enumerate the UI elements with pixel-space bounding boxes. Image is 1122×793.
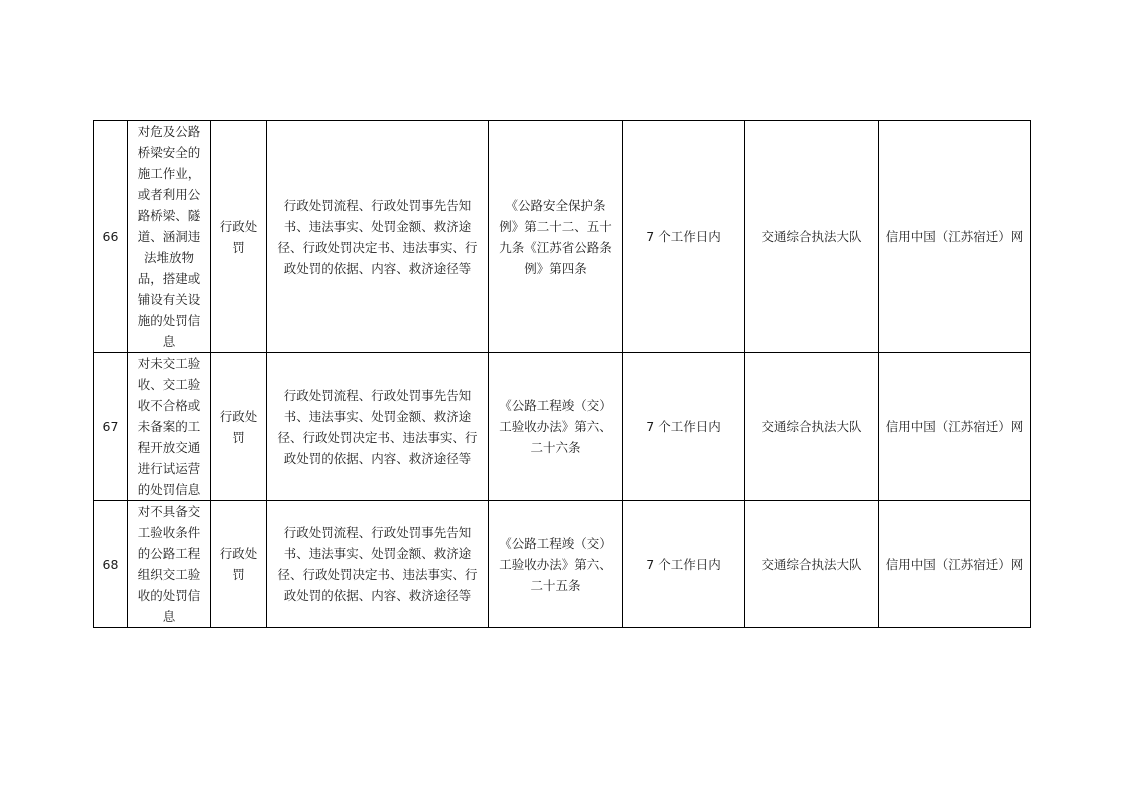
disclosure-subject: 交通综合执法大队 <box>745 501 879 628</box>
disclosure-table <box>93 120 1031 628</box>
item-name: 对未交工验收、交工验收不合格或未备案的工程开放交通进行试运营的处罚信息 <box>128 353 211 501</box>
disclosure-channel: 信用中国（江苏宿迁）网 <box>879 121 1031 353</box>
disclosure-channel: 信用中国（江苏宿迁）网 <box>879 353 1031 501</box>
disclosure-subject: 交通综合执法大队 <box>745 353 879 501</box>
disclosure-content: 行政处罚流程、行政处罚事先告知书、违法事实、处罚金额、救济途径、行政处罚决定书、违法事实、行政处罚的依据、内容、救济途径等 <box>267 353 489 501</box>
disclosure-timeframe: 7 个工作日内 <box>623 121 745 353</box>
disclosure-subject: 交通综合执法大队 <box>745 121 879 353</box>
row-number: 66 <box>94 121 128 353</box>
item-name: 对危及公路桥梁安全的施工作业，或者利用公路桥梁、隧道、涵洞违法堆放物品，搭建或铺设有关设施的处罚信息 <box>128 121 211 353</box>
disclosure-content: 行政处罚流程、行政处罚事先告知书、违法事实、处罚金额、救济途径、行政处罚决定书、违法事实、行政处罚的依据、内容、救济途径等 <box>267 121 489 353</box>
disclosure-timeframe: 7 个工作日内 <box>623 353 745 501</box>
legal-basis: 《公路安全保护条例》第二十二、五十九条《江苏省公路条例》第四条 <box>489 121 623 353</box>
table-row <box>94 353 1031 501</box>
row-number: 68 <box>94 501 128 628</box>
table-row <box>94 501 1031 628</box>
disclosure-channel: 信用中国（江苏宿迁）网 <box>879 501 1031 628</box>
item-type: 行政处罚 <box>211 353 267 501</box>
legal-basis: 《公路工程竣（交）工验收办法》第六、二十六条 <box>489 353 623 501</box>
disclosure-content: 行政处罚流程、行政处罚事先告知书、违法事实、处罚金额、救济途径、行政处罚决定书、违法事实、行政处罚的依据、内容、救济途径等 <box>267 501 489 628</box>
disclosure-timeframe: 7 个工作日内 <box>623 501 745 628</box>
legal-basis: 《公路工程竣（交）工验收办法》第六、二十五条 <box>489 501 623 628</box>
item-type: 行政处罚 <box>211 121 267 353</box>
row-number: 67 <box>94 353 128 501</box>
table-row <box>94 121 1031 353</box>
item-name: 对不具备交工验收条件的公路工程组织交工验收的处罚信息 <box>128 501 211 628</box>
item-type: 行政处罚 <box>211 501 267 628</box>
